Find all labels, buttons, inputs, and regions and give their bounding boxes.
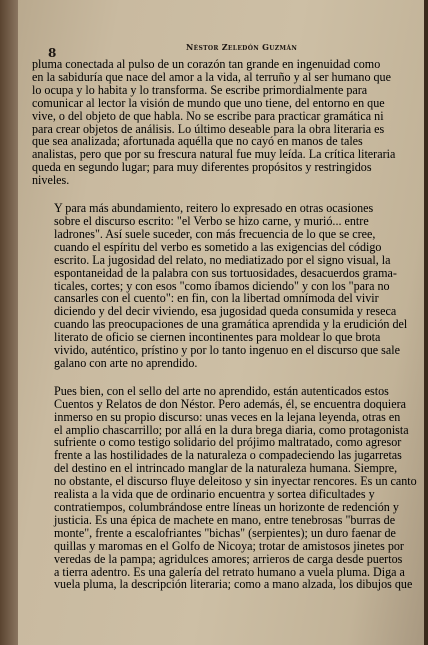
text-line: escrito. La jugosidad del relato, no mediatizado por el signo visual, la [54, 252, 391, 267]
text-line: diciendo y del decir viviendo, esa jugosidad queda consumida y reseca [54, 304, 397, 319]
text-line: galano con arte no aprendido. [54, 355, 198, 370]
text-line: cansarles con el cuento": en fin, con la libertad omnímoda del vivir [54, 291, 379, 306]
text-line: el amplio chascarrillo; por allá en la dura brega diaria, como protagonista [54, 422, 409, 437]
paragraph-2 [32, 202, 408, 370]
text-line: ticales, cortes; y con esos "como íbamos diciendo" y con los "para no [54, 278, 390, 293]
text-line: comunicar al lector la visión de mundo que uno tiene, del entorno en que [32, 95, 385, 110]
paragraph-3 [32, 383, 417, 592]
body-text [32, 57, 417, 592]
running-head: Néstor Zeledón Guzmán [186, 42, 298, 52]
text-line: Y para más abundamiento, reitero lo expresado en otras ocasiones [54, 201, 374, 216]
text-line: en la sabiduría que nace del amor a la vida, al terruño y al ser humano que [32, 69, 391, 84]
text-line: justicia. Es una épica de machete en mano, entre tenebrosas "burras de [54, 512, 396, 527]
text-line: vuela pluma, la descripción literaria; como a mano alzada, los dibujos que [54, 577, 413, 592]
text-line: no obstante, el discurso fluye deleitoso y sin inyectar rencores. Es un canto [54, 474, 417, 489]
text-line: lo ocupa y lo habita y lo transforma. Se escribe primordialmente para [32, 82, 368, 97]
binding-shadow [0, 0, 18, 645]
text-line: queda en segundo lugar; para muy diferentes propósitos y restringidos [32, 160, 372, 175]
text-line: sufriente o como testigo solidario del prójimo maltratado, como agresor [54, 435, 402, 450]
text-line: realista a la vida que de ordinario encuentra y sortea dificultades y [54, 487, 375, 502]
text-line: a tierra adentro. Es una galería del retrato humano a vuela pluma. Diga a [54, 564, 405, 579]
text-line: cuando el espíritu del verbo es sometido a las exigencias del código [54, 239, 382, 254]
text-line: vive, o del objeto de que habla. No se escribe para practicar gramática ni [32, 108, 384, 123]
text-line: espontaneidad de la palabra con sus tortuosidades, desacuerdos grama- [54, 265, 397, 280]
text-line: inmerso en su propio discurso: unas veces en la lejana leyenda, otras en [54, 409, 401, 424]
text-line: ladrones". Así suele suceder, con más frecuencia de lo que se cree, [54, 226, 376, 241]
text-line: contratiempos, columbrándose entre líneas un horizonte de redención y [54, 500, 399, 514]
text-line: cuando las preocupaciones de una gramática aprendida y la erudición del [54, 317, 408, 332]
text-line: frente a las hostilidades de la naturaleza o compadeciendo las jugarretas [54, 448, 402, 463]
text-line: sobre el discurso escrito: "el Verbo se hizo carne, y murió... entre [54, 213, 369, 228]
text-line: del destino en el intrincado manglar de la naturaleza humana. Siempre, [54, 461, 398, 476]
text-line: veredas de la pampa; agridulces amores; arrieros de carga desde puertos [54, 551, 403, 566]
text-line: que sea analizada; afortunada aquélla que no cayó en manos de tales [32, 134, 363, 149]
text-line: para crear objetos de análisis. Lo último deseable para la obra literaria es [32, 121, 385, 136]
text-line: pluma conectada al pulso de un corazón tan grande en ingenuidad como [32, 57, 381, 71]
text-line: vivido, auténtico, prístino y por lo tanto ingenuo en el discurso que sale [54, 343, 400, 358]
text-line: monte", frente a escalofriantes "bichas" (serpientes); un duro faenar de [54, 525, 396, 540]
text-line: Cuentos y Relatos de don Néstor. Pero además, él, se encuentra doquiera [54, 396, 406, 411]
text-line: quillas y maromas en el Golfo de Nicoya; trotar de amistosos jinetes por [54, 538, 404, 553]
text-line: literato de oficio se ciernen incontinentes para moldear lo que brota [54, 330, 381, 345]
page-number: 8 [48, 46, 57, 60]
text-line: analistas, pero que por su frescura natural fue muy leída. La crítica literaria [32, 147, 396, 162]
text-line: Pues bien, con el sello del arte no aprendido, están autenticados estos [54, 383, 389, 398]
text-line: niveles. [32, 173, 70, 188]
paragraph-1 [32, 58, 408, 187]
